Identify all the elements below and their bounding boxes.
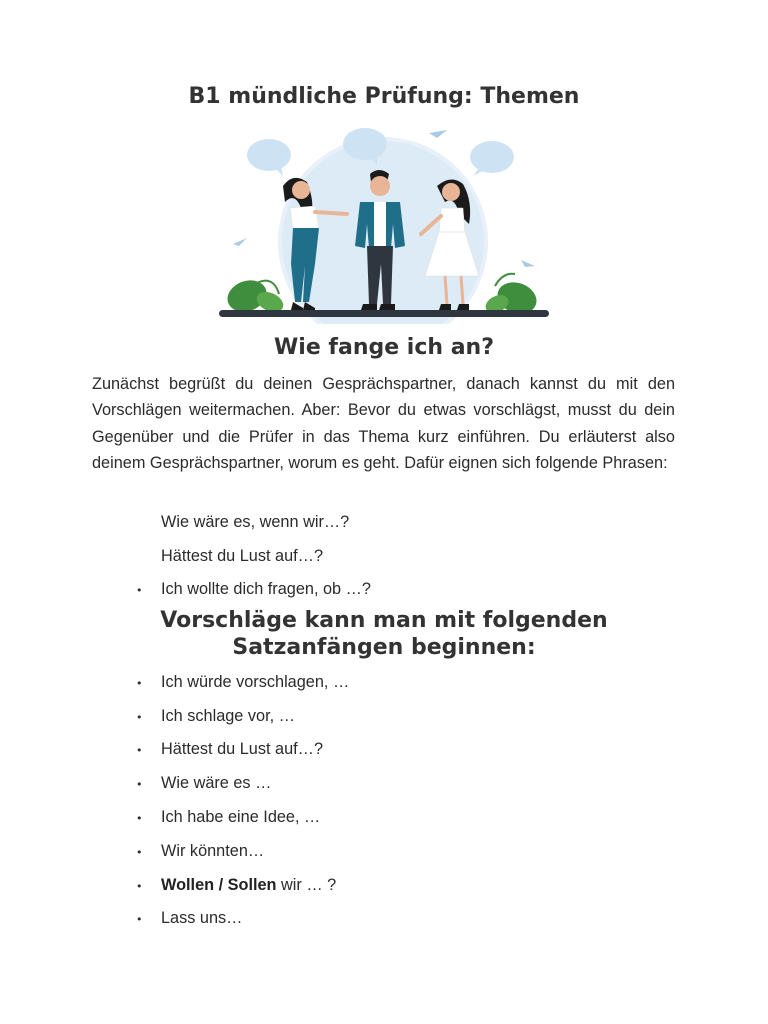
paper-plane-icon (233, 238, 247, 246)
list-item: Ich würde vorschlagen, … (161, 673, 350, 691)
page-title: B1 mündliche Prüfung: Themen (188, 84, 580, 109)
paper-plane-icon (521, 260, 535, 267)
phrase-rest: wir … ? (276, 876, 337, 894)
bullet-icon: • (136, 744, 143, 757)
list-item: Wir könnten… (161, 842, 265, 860)
bold-phrase: Wollen / Sollen (161, 876, 277, 894)
bullet-icon: • (136, 677, 143, 690)
list-item: Hättest du Lust auf…? (161, 740, 324, 758)
section-heading-start: Wie fange ich an? (274, 335, 494, 360)
paper-plane-icon (429, 130, 447, 138)
phrase-item: Hättest du Lust auf…? (161, 547, 324, 565)
section-heading-proposals (0, 607, 768, 661)
list-item: Lass uns… (161, 909, 243, 927)
people-conversation-illustration (215, 124, 555, 324)
phrase-item: Wie wäre es, wenn wir…? (161, 513, 350, 531)
list-item: Wie wäre es … (161, 774, 272, 792)
bullet-icon: • (136, 778, 143, 791)
heading-line: Satzanfängen beginnen: (232, 635, 536, 660)
bullet-icon: • (136, 812, 143, 825)
bullet-icon: • (136, 846, 143, 859)
ground-line (219, 310, 549, 317)
speech-bubble-icon (470, 141, 514, 176)
bullet-icon: • (136, 913, 143, 926)
bullet-icon: • (136, 880, 143, 893)
heading-line: Vorschläge kann man mit folgenden (160, 608, 608, 633)
list-item: Ich schlage vor, … (161, 707, 295, 725)
intro-paragraph: Zunächst begrüßt du deinen Gesprächspartner, danach kannst du mit den Vorschlägen weitermachen. Aber: Bevor du etwas vorschlägst, musst du dein Gegenüber und die Prüfer in das Thema kurz einführen. Du erläuterst also deinem Gesprächspartner, worum es geht. Dafür eignen sich folgende Phrasen: (92, 375, 675, 472)
list-item (161, 876, 336, 895)
list-item: Ich habe eine Idee, … (161, 808, 321, 826)
bullet-icon: • (136, 584, 143, 597)
phrase-item: Ich wollte dich fragen, ob …? (161, 580, 371, 598)
speech-bubble-icon (247, 139, 291, 176)
bullet-icon: • (136, 711, 143, 724)
